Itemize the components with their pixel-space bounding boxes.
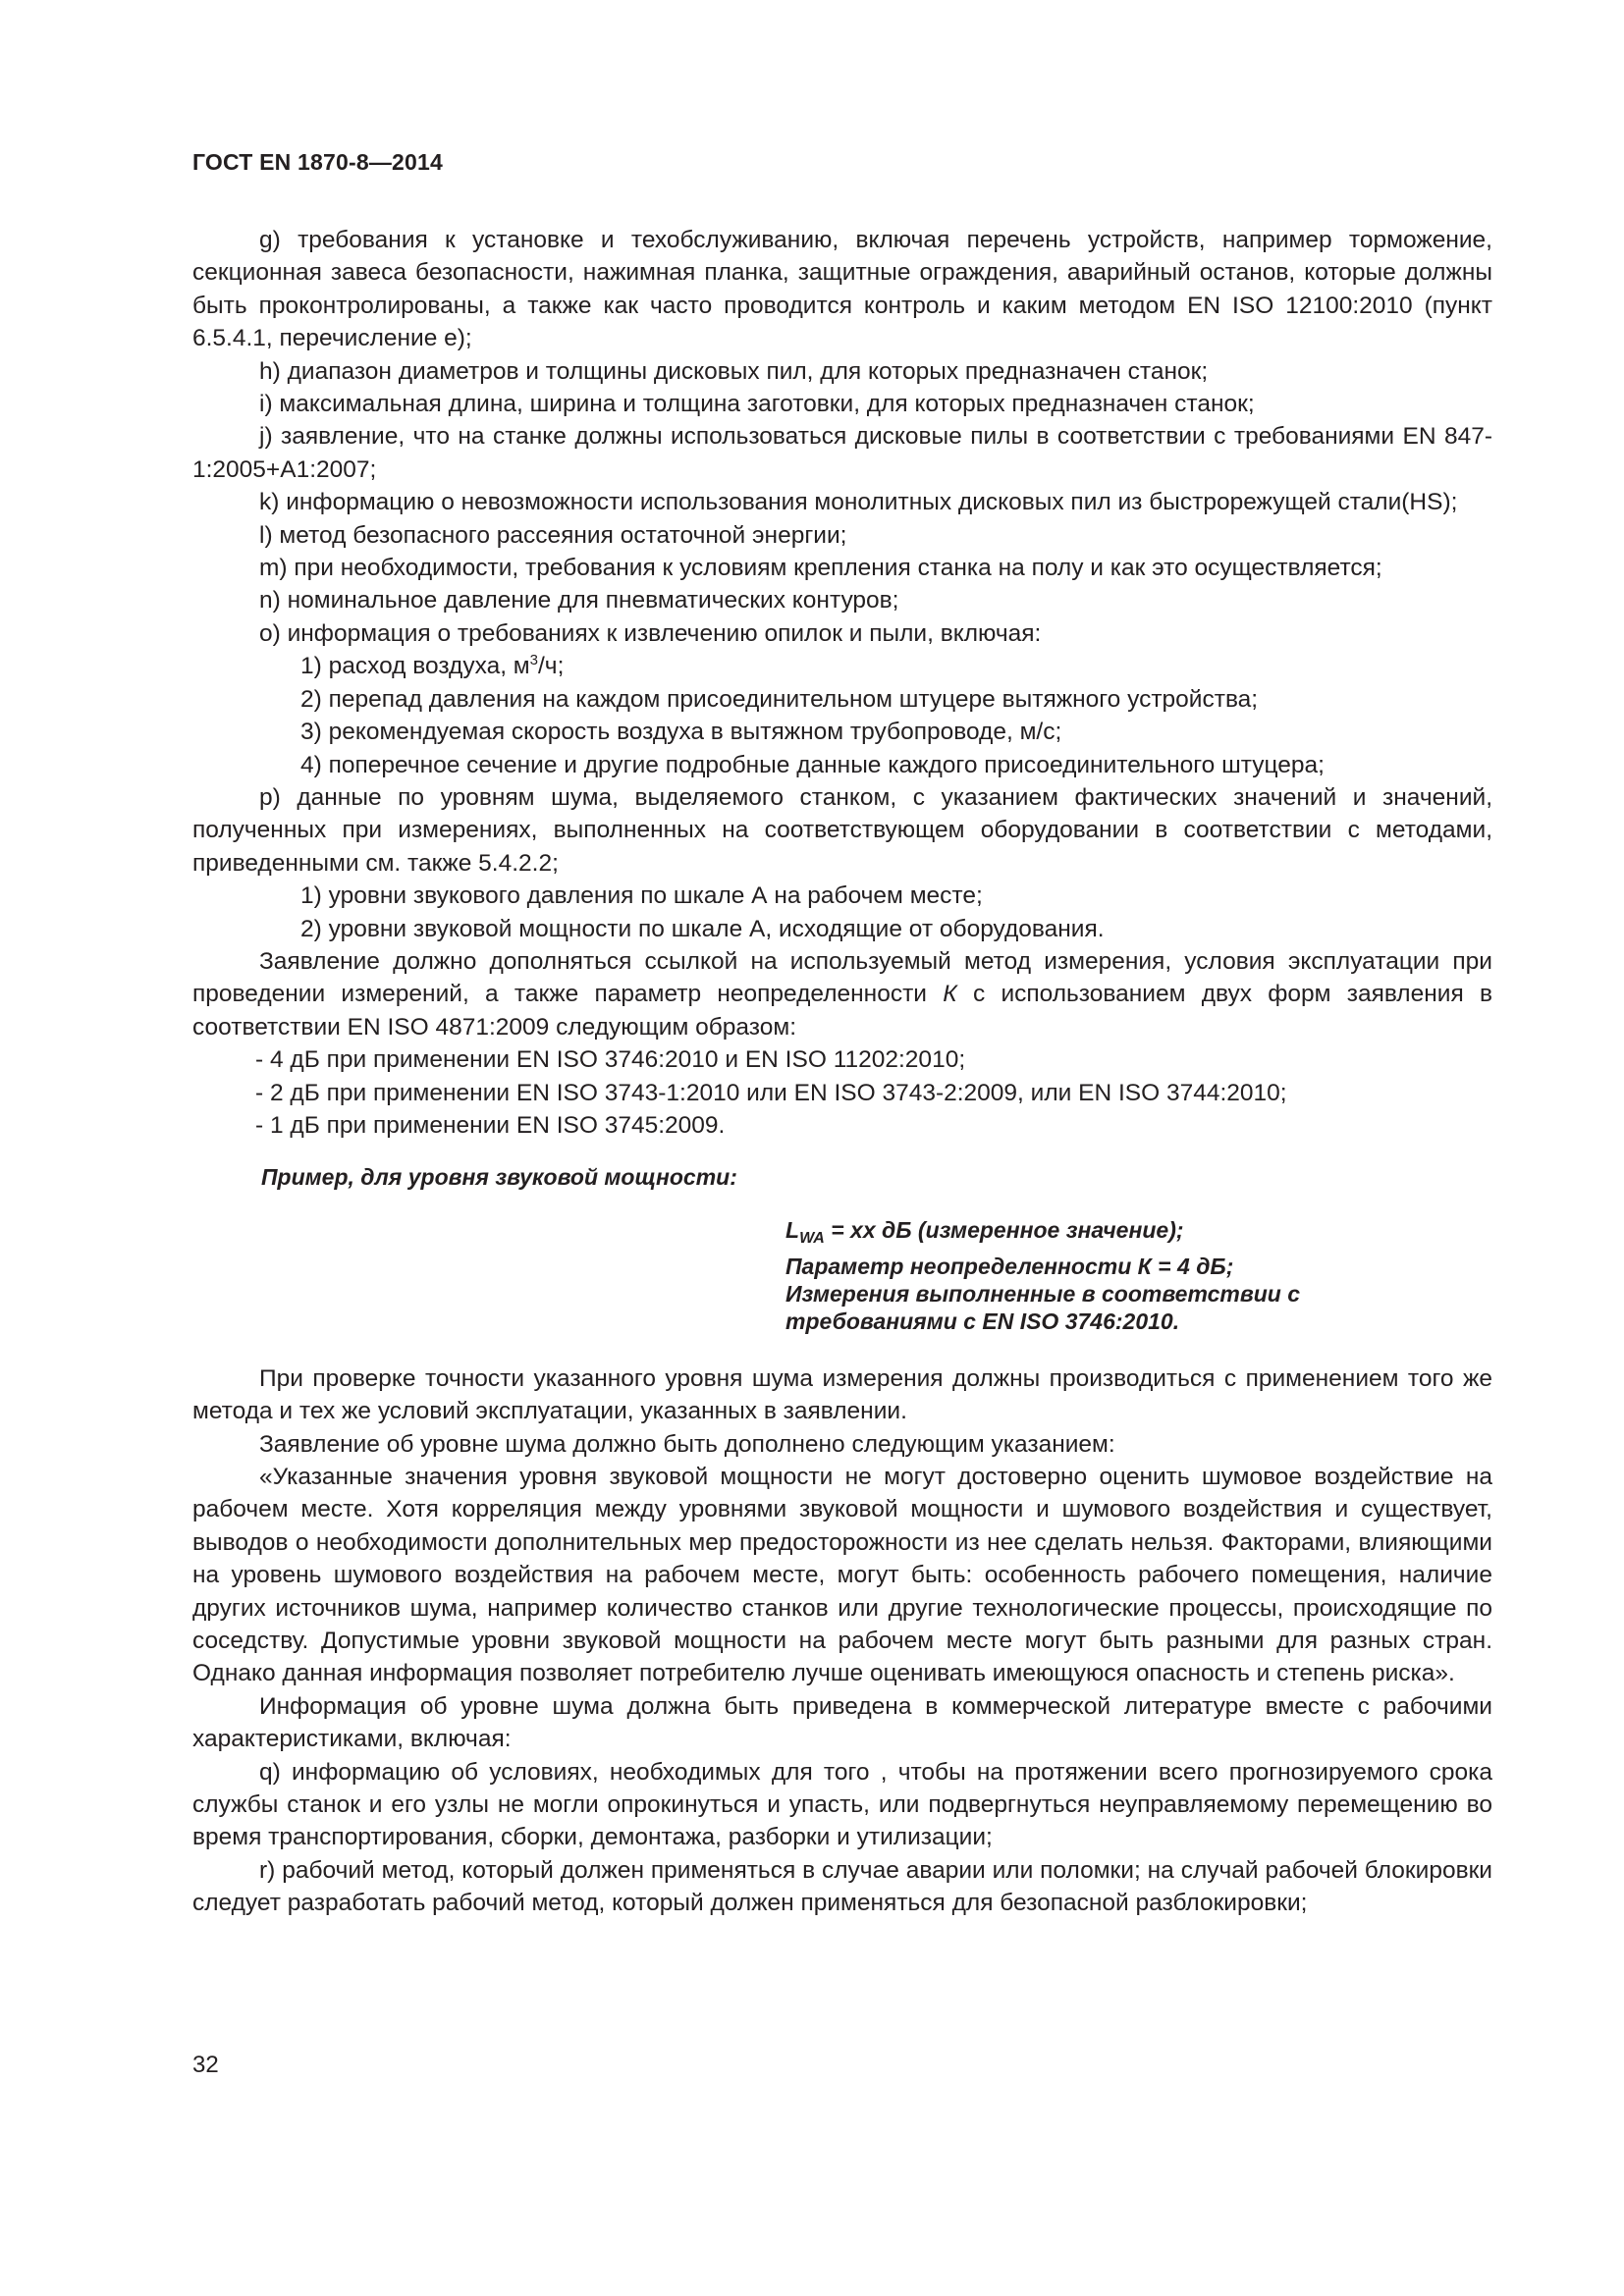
item-l: l) метод безопасного рассеяния остаточной энергии;: [259, 521, 847, 549]
item-o-sub-1: [192, 650, 1492, 682]
dash-item-1: - 4 дБ при применении EN ISO 3746:2010 и EN ISO 11202:2010;: [255, 1046, 966, 1074]
example-line-4: требованиями с EN ISO 3746:2010.: [785, 1308, 1180, 1334]
item-j: j) заявление, что на станке должны использоваться дисковые пилы в соответствии с требованиями EN 847-1:2005+A1:2007;: [192, 423, 1492, 483]
item-o-sub-4: 4) поперечное сечение и другие подробные данные каждого присоединительного штуцера;: [300, 751, 1325, 778]
check-paragraph: При проверке точности указанного уровня шума измерения должны производиться с применением того же метода и тех же условий эксплуатации, указанных в заявлении.: [192, 1364, 1492, 1425]
unit-superscript: 3: [529, 652, 538, 669]
quote-paragraph: «Указанные значения уровня звуковой мощности не могут достоверно оценить шумовое воздействие на рабочем месте. Хотя корреляция между уровнями звуковой мощности и шумового воздействия и существует, выводов о необходимости дополнительных мер предосторожности из нее сделать нельзя. Факторами, влияющими на уровень шумового воздействия на рабочем месте, могут быть: особенность рабочего помещения, наличие других источников шума, например количество станков или другие технологические процессы, происходящие по соседству. Допустимые уровни звуковой мощности на рабочем месте могут быть разными для разных стран. Однако данная информация позволяет потребителю лучше оценивать имеющуюся опасность и степень риска».: [192, 1464, 1492, 1687]
item-m: m) при необходимости, требования к условиям крепления станка на полу и как это осуществляется;: [259, 555, 1382, 582]
uncertainty-symbol: К: [943, 981, 957, 1008]
item-o-sub-1-text: 1) расход воздуха, м: [300, 653, 530, 680]
item-r: r) рабочий метод, который должен применяться в случае аварии или поломки; на случай рабочей блокировки следует разработать рабочий метод, который должен применяться для безопасной разблокировки;: [192, 1856, 1492, 1917]
example-line-3: Измерения выполненные в соответствии с: [785, 1280, 1301, 1307]
lwa-value: = хх дБ (измеренное значение);: [824, 1216, 1184, 1243]
item-o: o) информация о требованиях к извлечению опилок и пыли, включая:: [259, 619, 1042, 647]
item-h: h) диапазон диаметров и толщины дисковых пил, для которых предназначен станок;: [259, 357, 1209, 385]
lwa-subscript: WA: [799, 1229, 825, 1247]
item-p-sub-2: 2) уровни звуковой мощности по шкале А, исходящие от оборудования.: [300, 915, 1105, 942]
example-line-2: Параметр неопределенности К = 4 дБ;: [785, 1253, 1234, 1279]
dash-item-2: - 2 дБ при применении EN ISO 3743-1:2010 или EN ISO 3743-2:2009, или EN ISO 3744:2010;: [255, 1079, 1287, 1106]
item-q: q) информацию об условиях, необходимых для того , чтобы на протяжении всего прогнозируемого срока службы станок и его узлы не могли опрокинуться и упасть, или подвергнуться неуправляемому перемещению во время транспортирования, сборки, демонтажа, разборки и утилизации;: [192, 1758, 1492, 1851]
lwa-symbol: L: [785, 1216, 800, 1243]
example-block: [785, 1216, 1492, 1335]
item-o-sub-2: 2) перепад давления на каждом присоединительном штуцере вытяжного устройства;: [300, 685, 1259, 713]
item-k: k) информацию о невозможности использования монолитных дисковых пил из быстрорежущей стали(HS);: [259, 489, 1458, 516]
statement-paragraph: [192, 945, 1492, 1043]
statement-text-post: с использованием двух форм заявления в соответствии EN ISO 4871:2009 следующим образом:: [192, 981, 1492, 1041]
item-o-sub-1-unit: /ч;: [538, 653, 565, 680]
commercial-paragraph: Информация об уровне шума должна быть приведена в коммерческой литературе вместе с рабочими характеристиками, включая:: [192, 1692, 1492, 1753]
document-header: ГОСТ EN 1870-8—2014: [192, 149, 444, 175]
item-o-sub-3: 3) рекомендуемая скорость воздуха в вытяжном трубопроводе, м/с;: [300, 719, 1062, 746]
statement-text-pre: Заявление должно дополняться ссылкой на используемый метод измерения, условия эксплуатации при проведении измерений, а также параметр неопределенности: [192, 947, 1492, 1008]
example-line-1: [785, 1216, 1492, 1253]
example-title: Пример, для уровня звуковой мощности:: [261, 1164, 737, 1191]
item-i: i) максимальная длина, ширина и толщина заготовки, для которых предназначен станок;: [259, 391, 1255, 418]
page-number: 32: [192, 2052, 219, 2078]
dash-item-3: - 1 дБ при применении EN ISO 3745:2009.: [255, 1111, 726, 1139]
document-body: [192, 224, 1492, 1920]
item-g: g) требования к установке и техобслуживанию, включая перечень устройств, например торможение, секционная завеса безопасности, нажимная планка, защитные ограждения, аварийный останов, которые должны быть проконтролированы, а также как часто проводится контроль и каким методом EN ISO 12100:2010 (пункт 6.5.4.1, перечисление е);: [192, 227, 1492, 352]
addendum-paragraph: Заявление об уровне шума должно быть дополнено следующим указанием:: [259, 1430, 1115, 1458]
item-n: n) номинальное давление для пневматических контуров;: [259, 587, 899, 614]
item-p-sub-1: 1) уровни звукового давления по шкале А на рабочем месте;: [300, 882, 983, 910]
item-p: p) данные по уровням шума, выделяемого станком, с указанием фактических значений и значений, полученных при измерениях, выполненных на соответствующем оборудовании в соответствии с методами, приведенными см. также 5.4.2.2;: [192, 783, 1492, 877]
